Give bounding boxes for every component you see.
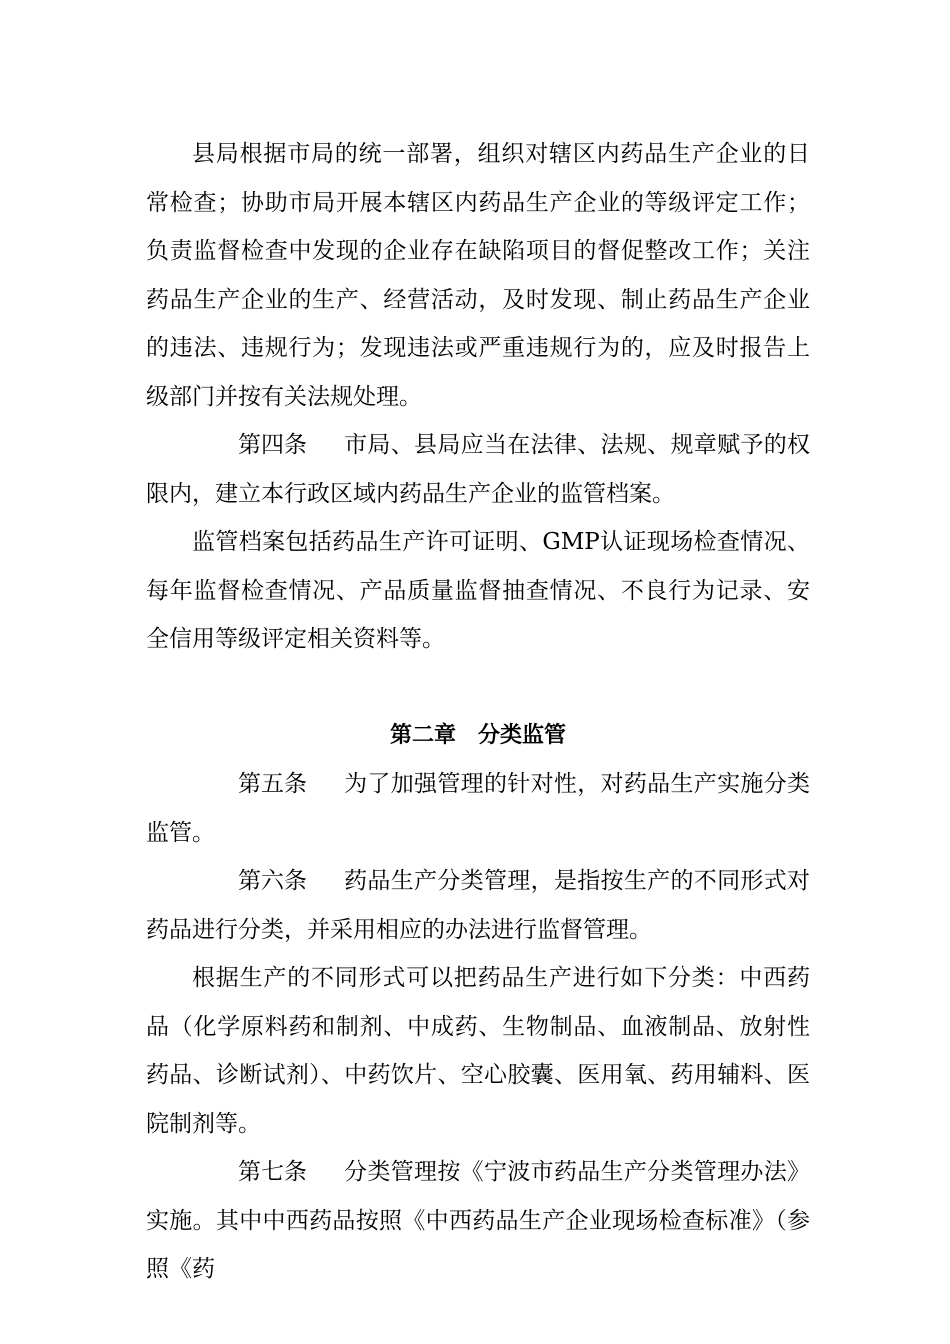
chapter-heading — [146, 712, 810, 761]
paragraph-supervision-archive — [146, 518, 810, 664]
paragraph-text: 药品生产分类管理，是指按生产的不同形式对药品进行分类，并采用相应的办法进行监督管理。 — [146, 868, 810, 943]
section-spacer — [146, 664, 810, 712]
paragraph-text: 根据生产的不同形式可以把药品生产进行如下分类：中西药品（化学原料药和制剂、中成药、生物制品、血液制品、放射性药品、诊断试剂）、中药饮片、空心胶囊、医用氧、药用辅料、医院制剂等。 — [146, 965, 810, 1137]
chapter-number: 第二章 — [389, 722, 456, 748]
article-7 — [146, 1148, 810, 1294]
article-number: 第七条 — [238, 1159, 307, 1185]
article-number: 第四条 — [238, 432, 307, 458]
paragraph-text: 县局根据市局的统一部署，组织对辖区内药品生产企业的日常检查；协助市局开展本辖区内药品生产企业的等级评定工作；负责监督检查中发现的企业存在缺陷项目的督促整改工作；关注药品生产企业的生产、经营活动，及时发现、制止药品生产企业的违法、违规行为；发现违法或严重违规行为的，应及时报告上级部门并按有关法规处理。 — [146, 141, 810, 410]
article-number: 第六条 — [238, 868, 307, 894]
article-5 — [146, 760, 810, 857]
article-6 — [146, 857, 810, 954]
document-body — [146, 130, 810, 1294]
article-number: 第五条 — [238, 771, 307, 797]
article-4 — [146, 421, 810, 518]
paragraph-text: 市局、县局应当在法律、法规、规章赋予的权限内，建立本行政区域内药品生产企业的监管档案。 — [146, 432, 810, 507]
paragraph-county-bureau-duties — [146, 130, 810, 421]
paragraph-text: 为了加强管理的针对性，对药品生产实施分类监管。 — [146, 771, 810, 846]
paragraph-classification-list — [146, 954, 810, 1148]
paragraph-text: 监管档案包括药品生产许可证明、GMP认证现场检查情况、每年监督检查情况、产品质量监督抽查情况、不良行为记录、安全信用等级评定相关资料等。 — [146, 529, 810, 652]
paragraph-text: 分类管理按《宁波市药品生产分类管理办法》实施。其中中西药品按照《中西药品生产企业现场检查标准》（参照《药 — [146, 1159, 810, 1282]
chapter-title: 分类监管 — [478, 722, 567, 748]
